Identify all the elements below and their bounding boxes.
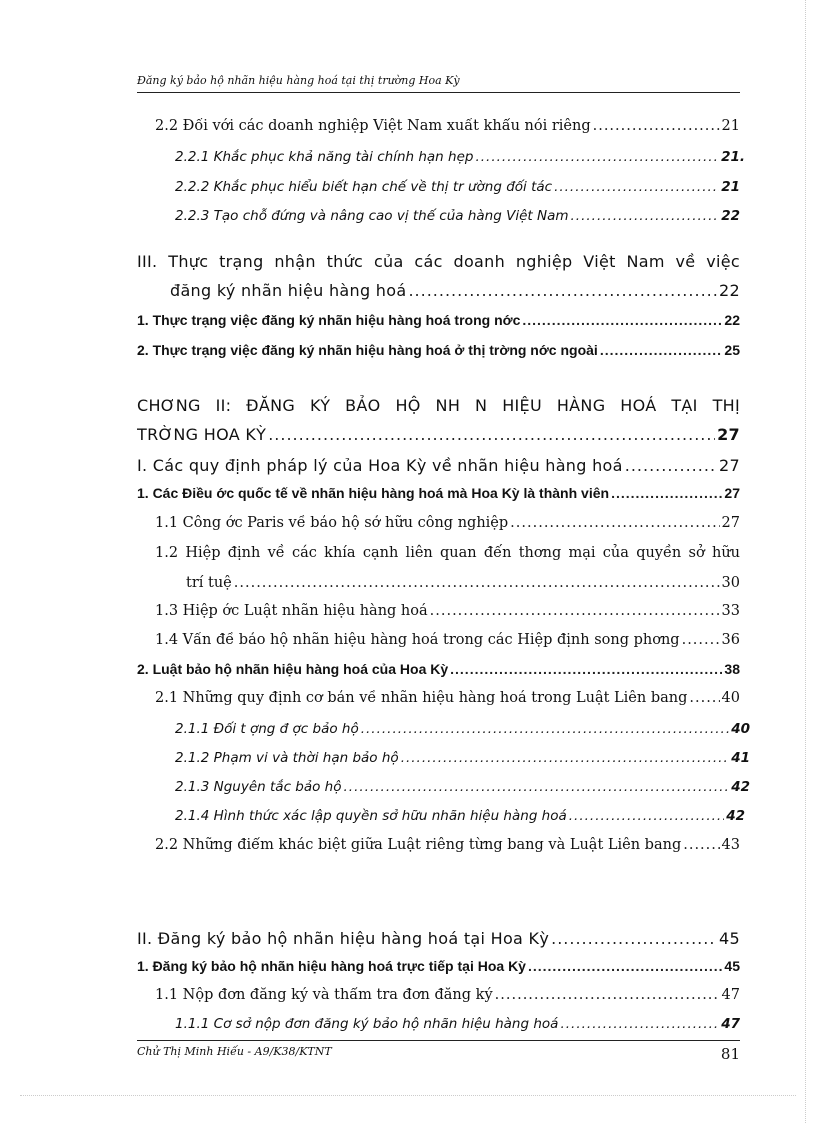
toc-entry-title: I. Các quy định pháp lý của Hoa Kỳ về nhãn hiệu hàng hoá <box>137 456 623 475</box>
toc-entry-title: 2.1.1 Đối t ợng đ ợc bảo hộ <box>175 721 359 737</box>
toc-entry <box>175 208 740 224</box>
toc-page-number: 47 <box>721 1016 740 1032</box>
toc-entry <box>175 750 750 766</box>
toc-entry-title: 1. Thực trạng việc đăng ký nhãn hiệu hàng hoá trong nớc <box>137 312 521 328</box>
toc-page-number: 27 <box>721 515 740 531</box>
toc-page-number: 21. <box>721 149 745 165</box>
toc-page-number: 47 <box>721 987 740 1003</box>
toc-entry <box>137 425 740 444</box>
toc-entry <box>137 456 740 475</box>
toc-page-number: 21 <box>721 118 740 134</box>
toc-page-number: 22 <box>724 312 740 328</box>
toc-entry-title: 2.2 Những điểm khác biệt giữa Luật riêng từng bang và Luật Liên bang <box>155 837 682 853</box>
toc-entry <box>155 603 740 619</box>
toc-page-number: 27 <box>717 425 740 444</box>
footer-author: Chử Thị Minh Hiếu - A9/K38/KTNT <box>137 1045 332 1058</box>
toc-entry <box>155 690 740 706</box>
toc-entry-title: 2.1.4 Hình thức xác lập quyền sở hữu nhãn hiệu hàng hoá <box>175 808 567 824</box>
toc-page-number: 27 <box>719 456 740 475</box>
toc-entry <box>137 485 740 501</box>
toc-page-number: 43 <box>721 837 740 853</box>
toc-entry <box>137 661 740 677</box>
toc-heading-line: III. Thực trạng nhận thức của các doanh nghiệp Việt Nam về việc <box>137 252 740 271</box>
toc-page-number: 42 <box>731 779 750 795</box>
toc-entry <box>175 721 750 737</box>
toc-entry <box>155 987 740 1003</box>
toc-entry-title: trí tuệ <box>186 575 232 591</box>
toc-page-number: 22 <box>721 208 740 224</box>
toc-page-number: 22 <box>719 281 740 300</box>
toc-entry <box>175 779 750 795</box>
toc-entry-title: đăng ký nhãn hiệu hàng hoá <box>170 281 407 300</box>
toc-entry <box>137 342 740 358</box>
toc-entry-title: 2. Thực trạng việc đăng ký nhãn hiệu hàng hoá ở thị trờng nớc ngoài <box>137 342 598 358</box>
toc-page-number: 38 <box>724 661 740 677</box>
toc-page-number: 40 <box>731 721 750 737</box>
toc-page-number: 42 <box>726 808 745 824</box>
toc-entry <box>155 515 740 531</box>
toc-page-number: 41 <box>731 750 750 766</box>
page-footer <box>137 1040 740 1063</box>
toc-entry-title: 2.2 Đối với các doanh nghiệp Việt Nam xuất khẩu nói riêng <box>155 118 591 134</box>
toc-entry <box>170 281 740 300</box>
toc-entry <box>175 149 745 165</box>
toc-entry-title: 1.4 Vấn đề bảo hộ nhãn hiệu hàng hoá trong các Hiệp định song phơng <box>155 632 680 648</box>
toc-entry-title: 1.1 Nộp đơn đăng ký và thẩm tra đơn đăng ký <box>155 987 493 1003</box>
toc-page-number: 40 <box>721 690 740 706</box>
toc-entry-title: II. Đăng ký bảo hộ nhãn hiệu hàng hoá tại Hoa Kỳ <box>137 929 550 948</box>
toc-entry <box>175 179 740 195</box>
toc-entry-title: 1.1.1 Cơ sở nộp đơn đăng ký bảo hộ nhãn hiệu hàng hoá <box>175 1016 559 1032</box>
toc-entry-title: 1.2 Hiệp định về các khía cạnh liên quan đến thơng mại của quyền sở hữu <box>155 545 740 561</box>
toc-entry <box>137 929 740 948</box>
toc-page-number: 21 <box>721 179 740 195</box>
toc-page-number: 33 <box>721 603 740 619</box>
toc-entry-title: 2.1 Những quy định cơ bản về nhãn hiệu hàng hoá trong Luật Liên bang <box>155 690 688 706</box>
toc-entry-title: 1. Các Điều ớc quốc tế về nhãn hiệu hàng hoá mà Hoa Kỳ là thành viên <box>137 485 610 501</box>
toc-entry-title: 1.1 Công ớc Paris về bảo hộ sở hữu công nghiệp <box>155 515 509 531</box>
toc-entry <box>137 312 740 328</box>
page-header: Đăng ký bảo hộ nhãn hiệu hàng hoá tại thị trường Hoa Kỳ <box>137 74 740 93</box>
toc-entry-title: 2.2.1 Khắc phục khả năng tài chính hạn hẹp <box>175 149 474 165</box>
toc-entry-title: TRỜNG HOA KỲ <box>137 425 267 444</box>
toc-entry <box>186 575 740 591</box>
toc-entry <box>155 632 740 648</box>
toc-entry-title: 1.3 Hiệp ớc Luật nhãn hiệu hàng hoá <box>155 603 428 619</box>
toc-entry <box>175 808 745 824</box>
toc-entry <box>155 837 740 853</box>
toc-entry-title: 2.1.2 Phạm vi và thời hạn bảo hộ <box>175 750 399 766</box>
page-border-bottom <box>20 1095 796 1096</box>
toc-page-number: 45 <box>724 958 740 974</box>
toc-entry <box>137 958 740 974</box>
toc-entry <box>155 118 740 134</box>
toc-page-number: 25 <box>724 342 740 358</box>
toc-entry-title: 1. Đăng ký bảo hộ nhãn hiệu hàng hoá trực tiếp tại Hoa Kỳ <box>137 958 526 974</box>
toc-page-number: 30 <box>721 575 740 591</box>
page-number: 81 <box>720 1045 740 1063</box>
toc-page-number: 27 <box>724 485 740 501</box>
toc-chapter-heading: CHƠNG II: ĐĂNG KÝ BẢO HỘ NH N HIỆU HÀNG HOÁ TẠI THỊ <box>137 396 740 415</box>
toc-entry <box>175 1016 740 1032</box>
toc-entry-title: 2.2.3 Tạo chỗ đứng và nâng cao vị thế của hàng Việt Nam <box>175 208 569 224</box>
toc-page-number: 45 <box>719 929 740 948</box>
page-border-right <box>805 0 806 1123</box>
toc-page-number: 36 <box>721 632 740 648</box>
toc-entry-title: 2.1.3 Nguyên tắc bảo hộ <box>175 779 342 795</box>
toc-entry-title: 2. Luật bảo hộ nhãn hiệu hàng hoá của Hoa Kỳ <box>137 661 449 677</box>
toc-entry-title: 2.2.2 Khắc phục hiểu biết hạn chế về thị tr ường đối tác <box>175 179 553 195</box>
